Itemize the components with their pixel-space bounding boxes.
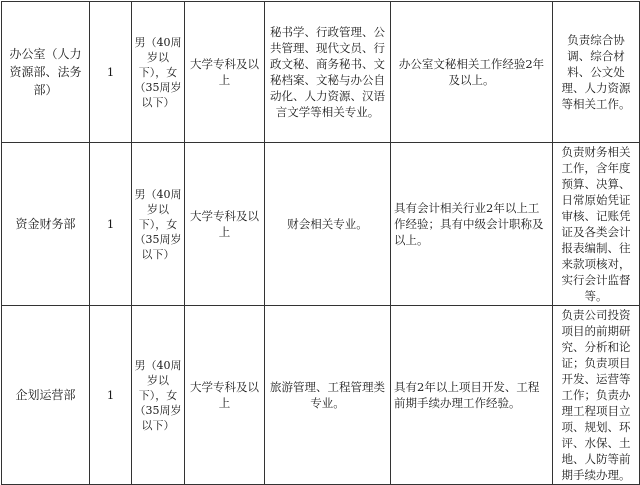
recruitment-table [1, 1, 640, 485]
gender-age-cell: 男（40周岁以下），女（35周岁以下） [132, 143, 185, 306]
table-row [2, 306, 640, 485]
duties-cell: 负责综合协调、综合材料、公文处理、人力资源等相关工作。 [553, 2, 640, 143]
major-cell: 财会相关专业。 [265, 143, 391, 306]
duties-cell: 负责公司投资项目的前期研究、分析和论证；负责项目开发、运营等工作；负责办理工程项目立项、规划、环评、水保、土地、人防等前期手续办理。 [553, 306, 640, 485]
education-cell: 大学专科及以上 [185, 143, 265, 306]
gender-age-cell: 男（40周岁以下），女（35周岁以下） [132, 306, 185, 485]
table-row [2, 143, 640, 306]
education-cell: 大学专科及以上 [185, 306, 265, 485]
major-cell: 秘书学、行政管理、公共管理、现代文员、行政文秘、商务秘书、文秘档案、文秘与办公自动化、人力资源、汉语言文学等相关专业。 [265, 2, 391, 143]
education-cell: 大学专科及以上 [185, 2, 265, 143]
count-cell: 1 [90, 143, 132, 306]
major-cell: 旅游管理、工程管理类专业。 [265, 306, 391, 485]
department-cell: 企划运营部 [2, 306, 90, 485]
experience-cell: 具有会计相关行业2年以上工作经验；具有中级会计职称及以上。 [391, 143, 553, 306]
count-cell: 1 [90, 2, 132, 143]
table-row [2, 2, 640, 143]
experience-cell: 具有2年以上项目开发、工程前期手续办理工作经验。 [391, 306, 553, 485]
count-cell: 1 [90, 306, 132, 485]
gender-age-cell: 男（40周岁以下），女（35周岁以下） [132, 2, 185, 143]
department-cell: 办公室（人力资源部、法务部） [2, 2, 90, 143]
experience-cell: 办公室文秘相关工作经验2年及以上。 [391, 2, 553, 143]
duties-cell: 负责财务相关工作，含年度预算、决算、日常原始凭证审核、记账凭证及各类会计报表编制、往来款项核对，实行会计监督等。 [553, 143, 640, 306]
department-cell: 资金财务部 [2, 143, 90, 306]
